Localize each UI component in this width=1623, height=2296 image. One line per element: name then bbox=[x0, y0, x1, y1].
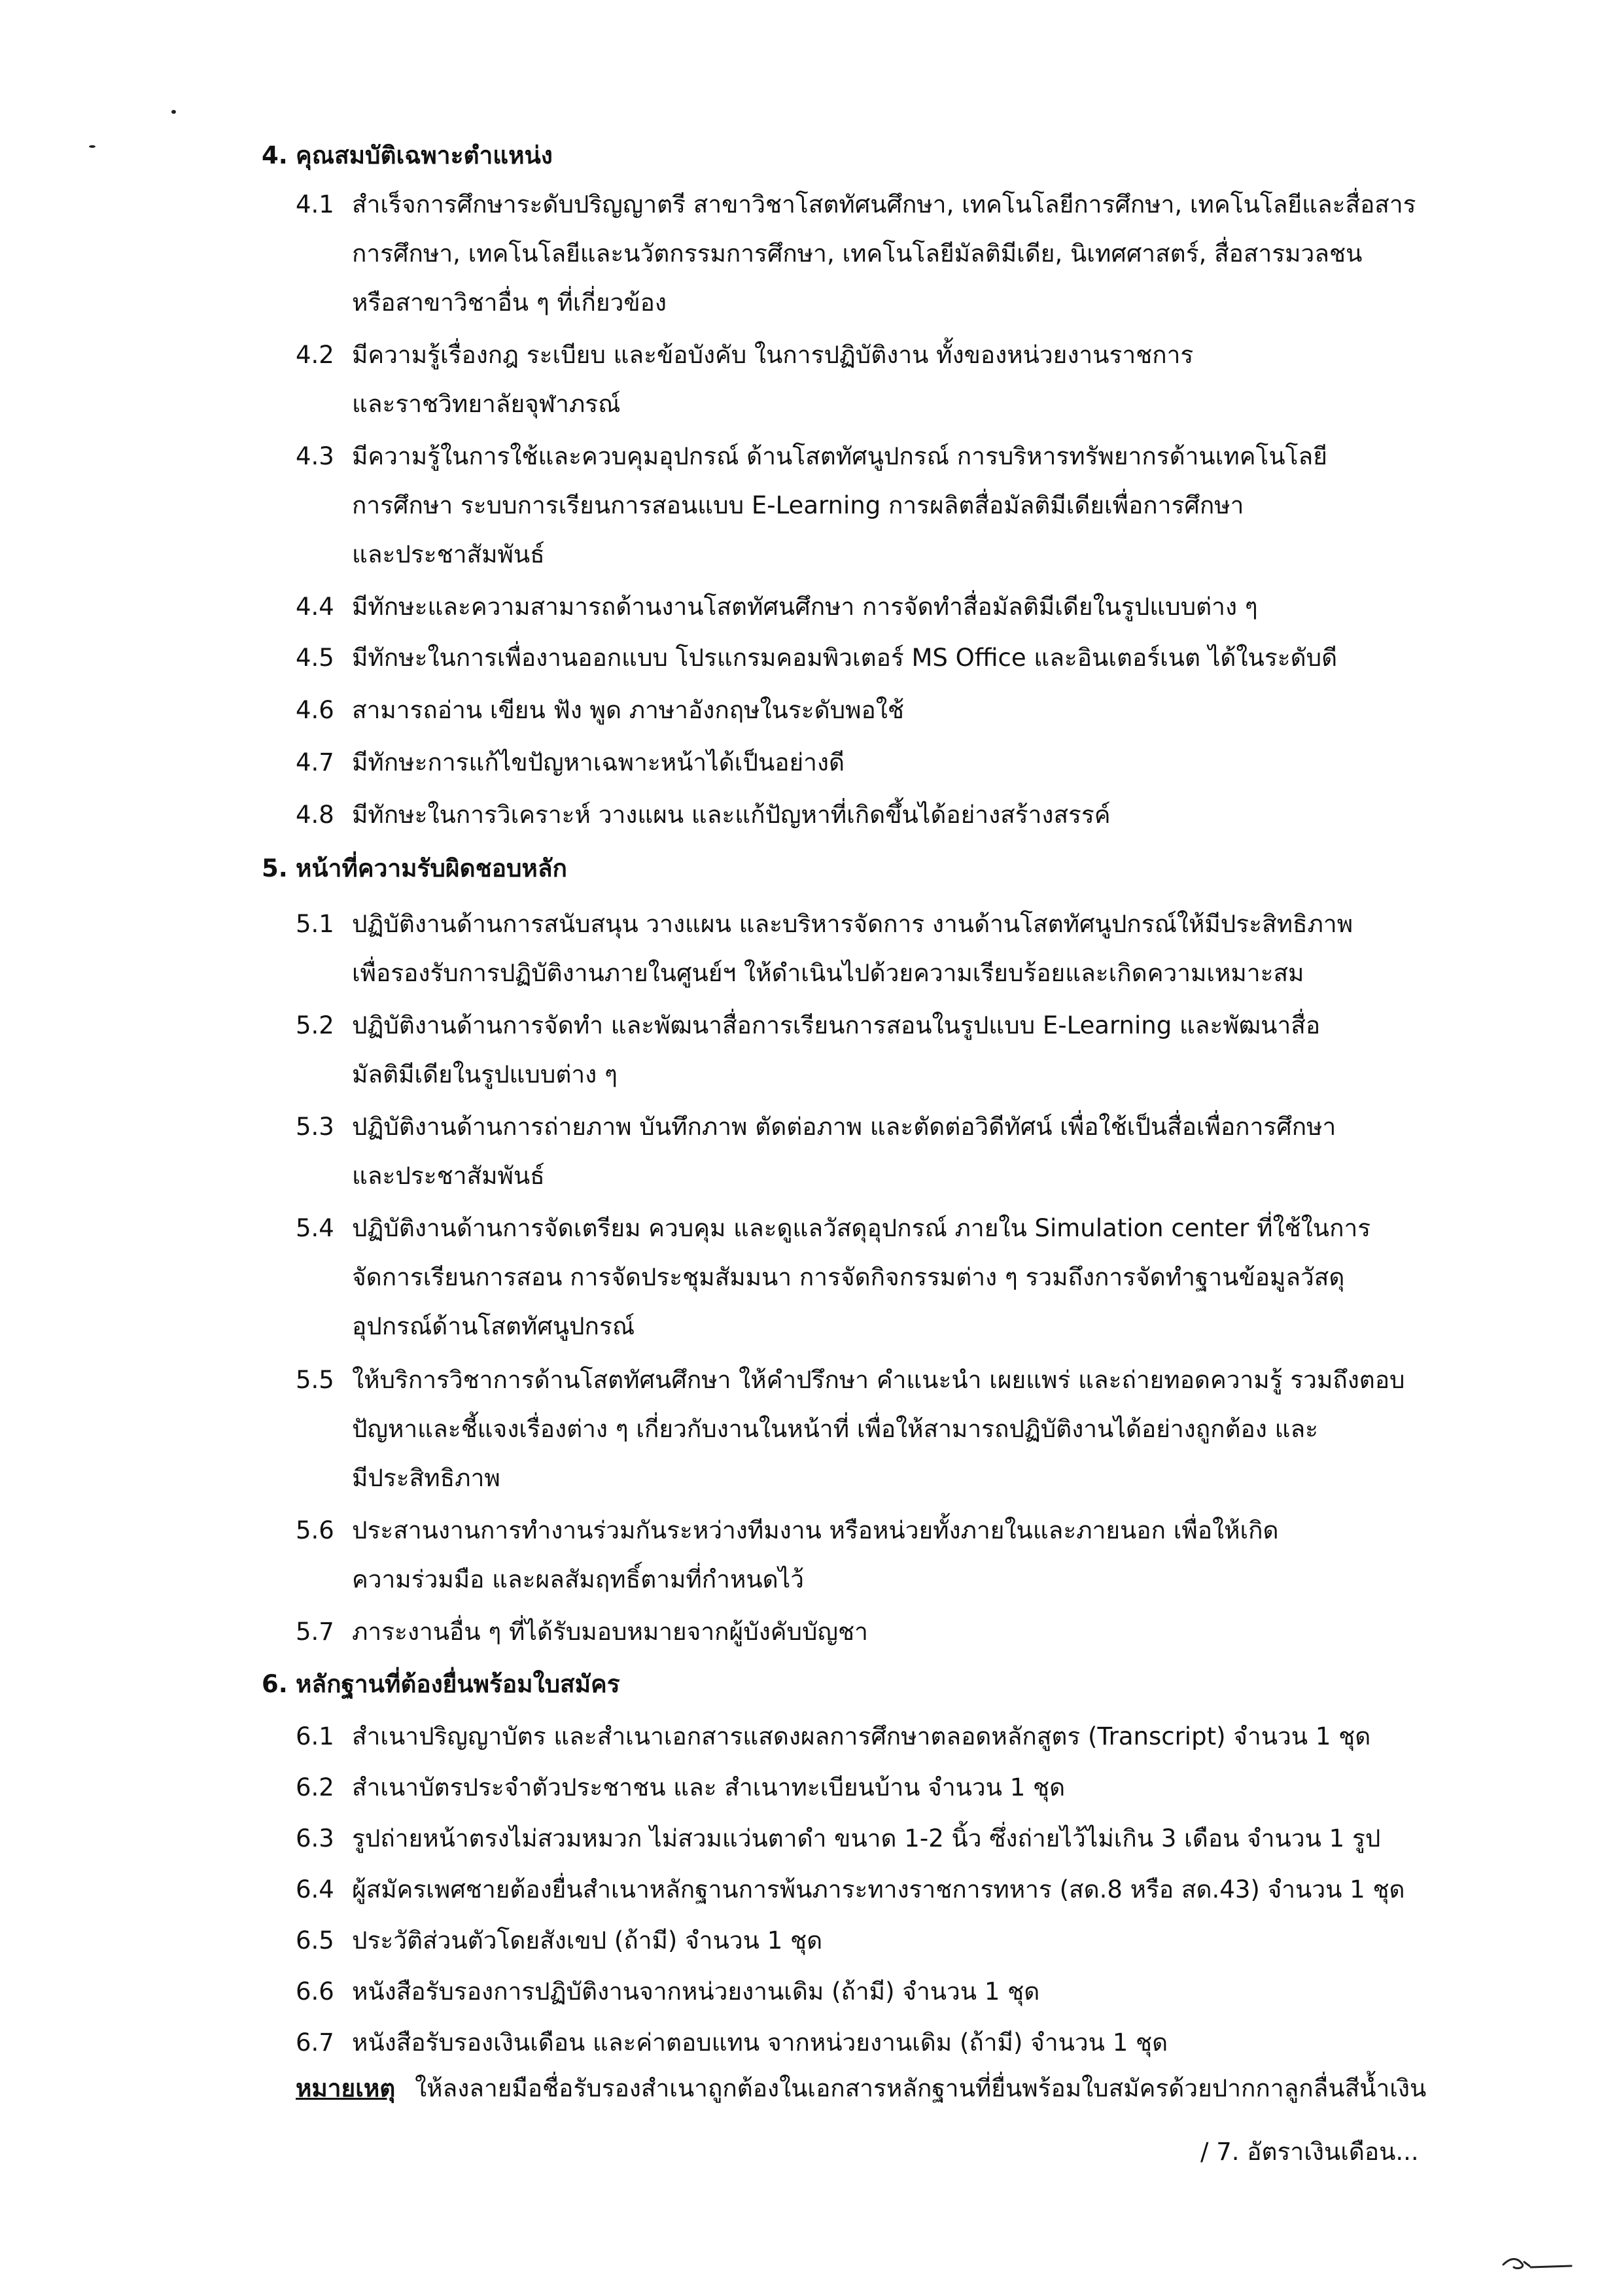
item-4-8-line-1: มีทักษะในการวิเคราะห์ วางแผน และแก้ปัญหาที่เกิดขึ้นได้อย่างสร้างสรรค์ bbox=[352, 801, 1111, 829]
item-4-6-number: 4.6 bbox=[296, 696, 334, 724]
item-5-5-line-1: ให้บริการวิชาการด้านโสตทัศนศึกษา ให้คำปรึกษา คำแนะนำ เผยแพร่ และถ่ายทอดความรู้ รวมถึงตอบ bbox=[352, 1366, 1405, 1394]
item-4-6-line-1: สามารถอ่าน เขียน ฟัง พูด ภาษาอังกฤษในระดับพอใช้ bbox=[352, 696, 904, 724]
item-5-3-number: 5.3 bbox=[296, 1113, 334, 1141]
item-5-4-number: 5.4 bbox=[296, 1214, 334, 1242]
section-6-number: 6. bbox=[262, 1670, 288, 1698]
scan-speck bbox=[89, 145, 96, 148]
item-6-2-number: 6.2 bbox=[296, 1773, 334, 1801]
item-6-4-line-1: ผู้สมัครเพศชายต้องยื่นสำเนาหลักฐานการพ้นภาระทางราชการทหาร (สด.8 หรือ สด.43) จำนวน 1 ชุด bbox=[352, 1875, 1405, 1904]
item-5-6-line-2: ความร่วมมือ และผลสัมฤทธิ์ตามที่กำหนดไว้ bbox=[352, 1565, 805, 1593]
item-5-2-line-2: มัลติมีเดียในรูปแบบต่าง ๆ bbox=[352, 1060, 618, 1088]
item-4-3-number: 4.3 bbox=[296, 442, 334, 470]
item-6-7-line-1: หนังสือรับรองเงินเดือน และค่าตอบแทน จากหน่วยงานเดิม (ถ้ามี) จำนวน 1 ชุด bbox=[352, 2028, 1168, 2057]
note-text: ให้ลงลายมือชื่อรับรองสำเนาถูกต้องในเอกสารหลักฐานที่ยื่นพร้อมใบสมัครด้วยปากกาลูกลื่นสีน้ำเงิน bbox=[415, 2074, 1427, 2102]
item-5-7-line-1: ภาระงานอื่น ๆ ที่ได้รับมอบหมายจากผู้บังคับบัญชา bbox=[352, 1618, 868, 1646]
item-4-5-number: 4.5 bbox=[296, 644, 334, 672]
scan-speck bbox=[171, 110, 176, 114]
item-5-6-number: 5.6 bbox=[296, 1516, 334, 1544]
item-4-1-number: 4.1 bbox=[296, 190, 334, 218]
item-4-2-line-1: มีความรู้เรื่องกฎ ระเบียบ และข้อบังคับ ในการปฏิบัติงาน ทั้งของหน่วยงานราชการ bbox=[352, 341, 1194, 369]
item-5-3-line-1: ปฏิบัติงานด้านการถ่ายภาพ บันทึกภาพ ตัดต่อภาพ และตัดต่อวิดีทัศน์ เพื่อใช้เป็นสื่อเพื่อการศึกษา bbox=[352, 1113, 1336, 1141]
item-5-2-number: 5.2 bbox=[296, 1011, 334, 1039]
item-6-3-line-1: รูปถ่ายหน้าตรงไม่สวมหมวก ไม่สวมแว่นตาดำ ขนาด 1-2 นิ้ว ซึ่งถ่ายไว้ไม่เกิน 3 เดือน จำนวน 1 รูป bbox=[352, 1824, 1381, 1852]
item-5-6-line-1: ประสานงานการทำงานร่วมกันระหว่างทีมงาน หรือหน่วยทั้งภายในและภายนอก เพื่อให้เกิด bbox=[352, 1516, 1279, 1544]
item-6-5-line-1: ประวัติส่วนตัวโดยสังเขป (ถ้ามี) จำนวน 1 ชุด bbox=[352, 1926, 823, 1955]
item-5-4-line-3: อุปกรณ์ด้านโสตทัศนูปกรณ์ bbox=[352, 1312, 635, 1340]
item-4-8-number: 4.8 bbox=[296, 801, 334, 829]
item-4-1-line-2: การศึกษา, เทคโนโลยีและนวัตกรรมการศึกษา, เทคโนโลยีมัลติมีเดีย, นิเทศศาสตร์, สื่อสารมวลชน bbox=[352, 239, 1363, 268]
item-5-5-line-2: ปัญหาและชี้แจงเรื่องต่าง ๆ เกี่ยวกับงานในหน้าที่ เพื่อให้สามารถปฏิบัติงานได้อย่างถูกต้อง และ bbox=[352, 1415, 1319, 1443]
item-5-4-line-1: ปฏิบัติงานด้านการจัดเตรียม ควบคุม และดูแลวัสดุอุปกรณ์ ภายใน Simulation center ที่ใช้ในการ bbox=[352, 1214, 1371, 1242]
item-4-3-line-2: การศึกษา ระบบการเรียนการสอนแบบ E-Learning การผลิตสื่อมัลติมีเดียเพื่อการศึกษา bbox=[352, 491, 1244, 519]
item-5-7-number: 5.7 bbox=[296, 1618, 334, 1646]
item-4-2-line-2: และราชวิทยาลัยจุฬาภรณ์ bbox=[352, 390, 621, 418]
item-6-1-number: 6.1 bbox=[296, 1722, 334, 1750]
section-5-title: หน้าที่ความรับผิดชอบหลัก bbox=[296, 854, 567, 882]
note-label: หมายเหตุ bbox=[296, 2074, 396, 2102]
item-6-3-number: 6.3 bbox=[296, 1824, 334, 1852]
item-4-4-line-1: มีทักษะและความสามารถด้านงานโสตทัศนศึกษา การจัดทำสื่อมัลติมีเดียในรูปแบบต่าง ๆ bbox=[352, 593, 1258, 621]
item-4-3-line-1: มีความรู้ในการใช้และควบคุมอุปกรณ์ ด้านโสตทัศนูปกรณ์ การบริหารทรัพยากรด้านเทคโนโลยี bbox=[352, 442, 1327, 470]
item-5-1-line-2: เพื่อรองรับการปฏิบัติงานภายในศูนย์ฯ ให้ดำเนินไปด้วยความเรียบร้อยและเกิดความเหมาะสม bbox=[352, 959, 1304, 987]
item-6-5-number: 6.5 bbox=[296, 1926, 334, 1955]
item-5-4-line-2: จัดการเรียนการสอน การจัดประชุมสัมมนา การจัดกิจกรรมต่าง ๆ รวมถึงการจัดทำฐานข้อมูลวัสดุ bbox=[352, 1263, 1345, 1291]
continuation-text: / 7. อัตราเงินเดือน... bbox=[1200, 2138, 1419, 2166]
section-6-title: หลักฐานที่ต้องยื่นพร้อมใบสมัคร bbox=[296, 1670, 620, 1698]
item-4-4-number: 4.4 bbox=[296, 593, 334, 621]
item-6-1-line-1: สำเนาปริญญาบัตร และสำเนาเอกสารแสดงผลการศึกษาตลอดหลักสูตร (Transcript) จำนวน 1 ชุด bbox=[352, 1722, 1371, 1750]
item-4-7-line-1: มีทักษะการแก้ไขปัญหาเฉพาะหน้าได้เป็นอย่างดี bbox=[352, 748, 845, 776]
item-6-4-number: 6.4 bbox=[296, 1875, 334, 1904]
item-5-5-number: 5.5 bbox=[296, 1366, 334, 1394]
section-4-number: 4. bbox=[262, 141, 288, 169]
item-4-1-line-3: หรือสาขาวิชาอื่น ๆ ที่เกี่ยวข้อง bbox=[352, 288, 667, 317]
handwritten-page-mark bbox=[1498, 2250, 1577, 2276]
item-4-7-number: 4.7 bbox=[296, 748, 334, 776]
item-6-2-line-1: สำเนาบัตรประจำตัวประชาชน และ สำเนาทะเบียนบ้าน จำนวน 1 ชุด bbox=[352, 1773, 1066, 1801]
item-4-3-line-3: และประชาสัมพันธ์ bbox=[352, 540, 545, 568]
item-5-1-number: 5.1 bbox=[296, 910, 334, 938]
item-6-6-number: 6.6 bbox=[296, 1977, 334, 2006]
note bbox=[296, 2072, 1426, 2105]
section-4-title: คุณสมบัติเฉพาะตำแหน่ง bbox=[296, 141, 553, 169]
item-4-5-line-1: มีทักษะในการเพื่องานออกแบบ โปรแกรมคอมพิวเตอร์ MS Office และอินเตอร์เนต ได้ในระดับดี bbox=[352, 644, 1338, 672]
item-5-2-line-1: ปฏิบัติงานด้านการจัดทำ และพัฒนาสื่อการเรียนการสอนในรูปแบบ E-Learning และพัฒนาสื่อ bbox=[352, 1011, 1321, 1039]
section-5-number: 5. bbox=[262, 854, 288, 882]
item-5-5-line-3: มีประสิทธิภาพ bbox=[352, 1464, 500, 1492]
item-4-1-line-1: สำเร็จการศึกษาระดับปริญญาตรี สาขาวิชาโสตทัศนศึกษา, เทคโนโลยีการศึกษา, เทคโนโลยีและสื่อสาร bbox=[352, 190, 1416, 218]
item-6-7-number: 6.7 bbox=[296, 2028, 334, 2057]
item-4-2-number: 4.2 bbox=[296, 341, 334, 369]
item-5-3-line-2: และประชาสัมพันธ์ bbox=[352, 1162, 545, 1190]
item-6-6-line-1: หนังสือรับรองการปฏิบัติงานจากหน่วยงานเดิม (ถ้ามี) จำนวน 1 ชุด bbox=[352, 1977, 1040, 2006]
item-5-1-line-1: ปฏิบัติงานด้านการสนับสนุน วางแผน และบริหารจัดการ งานด้านโสตทัศนูปกรณ์ให้มีประสิทธิภาพ bbox=[352, 910, 1353, 938]
